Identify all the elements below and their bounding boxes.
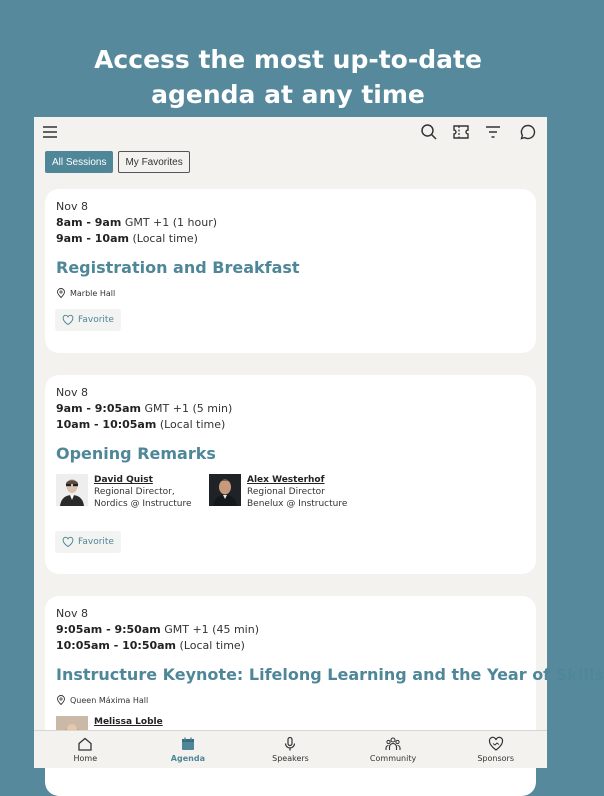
- favorite-button[interactable]: [55, 531, 121, 553]
- session-time-gmt: [56, 402, 232, 415]
- tab-speakers[interactable]: [239, 731, 342, 768]
- session-time-range: 9am - 9:05am: [56, 402, 142, 415]
- app-screen: [34, 117, 604, 768]
- calendar-icon: [180, 736, 196, 752]
- session-title[interactable]: Instructure Keynote: Lifelong Learning and the Year of Skills: [56, 665, 604, 684]
- promo-line-2: agenda at any time: [151, 80, 425, 109]
- session-time-gmt: [56, 216, 217, 229]
- chat-icon[interactable]: [517, 121, 539, 143]
- session-card[interactable]: [45, 189, 536, 353]
- session-timezone: GMT +1 (45 min): [164, 623, 259, 636]
- speaker-info: [247, 474, 347, 510]
- speaker-name[interactable]: David Quist: [94, 475, 153, 485]
- home-icon: [77, 736, 93, 752]
- session-time-range: 8am - 9am: [56, 216, 122, 229]
- speaker-alex-westerhof[interactable]: [209, 474, 347, 510]
- tab-label: Home: [73, 754, 98, 763]
- session-location: [56, 288, 115, 298]
- session-local-range: 10am - 10:05am: [56, 418, 157, 431]
- my-favorites-button[interactable]: My Favorites: [118, 151, 189, 173]
- tab-label: Speakers: [272, 754, 309, 763]
- ticket-icon[interactable]: [450, 121, 472, 143]
- speaker-david-quist[interactable]: [56, 474, 192, 510]
- favorite-label: Favorite: [78, 315, 114, 325]
- session-card[interactable]: [45, 375, 536, 574]
- promo-headline: [0, 42, 576, 112]
- session-date: Nov 8: [56, 607, 88, 620]
- tab-sponsors[interactable]: [444, 731, 547, 768]
- location-label: Marble Hall: [70, 288, 116, 298]
- session-date: Nov 8: [56, 200, 88, 213]
- hamburger-icon[interactable]: [39, 121, 61, 143]
- speaker-company: Nordics @ Instructure: [94, 499, 192, 509]
- heart-icon: [62, 536, 74, 548]
- tab-label: Community: [369, 754, 417, 763]
- session-filters: [45, 151, 190, 173]
- session-title[interactable]: Registration and Breakfast: [56, 258, 300, 277]
- location-pin-icon: [56, 695, 66, 705]
- session-local-range: 10:05am - 10:50am: [56, 639, 177, 652]
- bottom-tab-bar: [34, 730, 547, 768]
- session-time-range: 9:05am - 9:50am: [56, 623, 161, 636]
- speaker-company: Benelux @ Instructure: [247, 499, 348, 509]
- microphone-icon: [282, 736, 298, 752]
- promo-line-1: Access the most up-to-date: [94, 45, 482, 74]
- speaker-name[interactable]: Alex Westerhof: [247, 475, 325, 485]
- speaker-role: Regional Director: [247, 487, 325, 497]
- speaker-role: Regional Director,: [94, 487, 175, 497]
- session-title[interactable]: Opening Remarks: [56, 444, 216, 463]
- session-time-local: [56, 418, 225, 431]
- avatar: [56, 474, 88, 506]
- favorite-label: Favorite: [78, 537, 114, 547]
- all-sessions-button[interactable]: All Sessions: [45, 151, 113, 173]
- avatar: [209, 474, 241, 506]
- session-time-local: [56, 639, 245, 652]
- session-timezone: GMT +1 (1 hour): [124, 216, 218, 229]
- speaker-name[interactable]: Melissa Loble: [94, 717, 163, 727]
- session-local-range: 9am - 10am: [56, 232, 129, 245]
- tab-home[interactable]: [34, 731, 137, 768]
- tab-label: Agenda: [170, 754, 205, 763]
- favorite-button[interactable]: [55, 309, 121, 331]
- tab-agenda[interactable]: [137, 731, 240, 768]
- session-local-label: (Local time): [159, 418, 226, 431]
- tab-community[interactable]: [342, 731, 445, 768]
- people-icon: [385, 736, 401, 752]
- top-toolbar: [34, 117, 547, 147]
- session-timezone: GMT +1 (5 min): [144, 402, 233, 415]
- session-local-label: (Local time): [179, 639, 245, 652]
- location-pin-icon: [56, 288, 66, 298]
- filter-icon[interactable]: [482, 121, 504, 143]
- search-icon[interactable]: [418, 121, 440, 143]
- heart-icon: [62, 314, 74, 326]
- handshake-heart-icon: [488, 736, 504, 752]
- tab-label: Sponsors: [477, 754, 514, 763]
- session-time-local: [56, 232, 198, 245]
- session-time-gmt: [56, 623, 259, 636]
- session-date: Nov 8: [56, 386, 88, 399]
- speaker-info: [94, 474, 192, 510]
- session-local-label: (Local time): [132, 232, 198, 245]
- session-location: [56, 695, 148, 705]
- location-label: Queen Máxima Hall: [70, 695, 149, 705]
